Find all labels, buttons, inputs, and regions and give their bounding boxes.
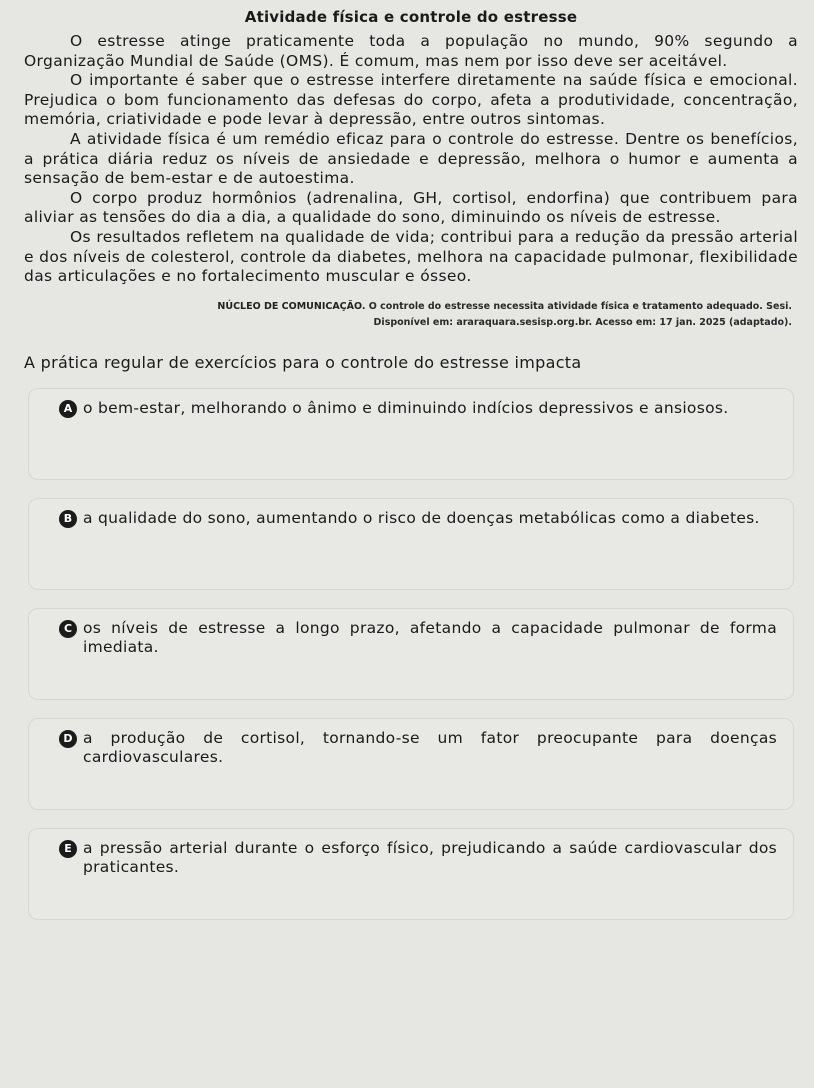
option-c-text: os níveis de estresse a longo prazo, afetando a capacidade pulmonar de forma imediata.: [83, 618, 777, 656]
source-org: NÚCLEO DE COMUNICAÇÃO.: [217, 300, 366, 312]
source-line-1-rest: O controle do estresse necessita atividade física e tratamento adequado. Sesi.: [368, 300, 792, 312]
paragraph-4: O corpo produz hormônios (adrenalina, GH, cortisol, endorfina) que contribuem para aliviar as tensões do dia a dia, a qualidade do sono, diminuindo os níveis de estresse.: [24, 188, 798, 227]
source-line-2: Disponível em: araraquara.sesisp.org.br. Acesso em: 17 jan. 2025 (adaptado).: [373, 316, 792, 328]
option-b-content: [59, 509, 777, 528]
paragraph-5: Os resultados refletem na qualidade de vida; contribui para a redução da pressão arterial e dos níveis de colesterol, controle da diabetes, melhora na capacidade pulmonar, flexibilidade das articulações e no fortalecimento muscular e ósseo.: [24, 227, 798, 286]
source-line-1: [24, 299, 792, 315]
question-stem: A prática regular de exercícios para o controle do estresse impacta: [24, 352, 582, 372]
option-e-content: [59, 839, 777, 877]
option-b-text: a qualidade do sono, aumentando o risco de doenças metabólicas como a diabetes.: [83, 508, 760, 527]
answer-options: [24, 388, 798, 920]
option-a-text: o bem-estar, melhorando o ânimo e diminuindo indícios depressivos e ansiosos.: [83, 398, 729, 417]
option-a[interactable]: [28, 388, 794, 480]
option-e-letter-badge: E: [59, 840, 77, 858]
option-d-letter-badge: D: [59, 730, 77, 748]
option-c[interactable]: [28, 608, 794, 700]
source-citation: [24, 299, 798, 331]
paragraph-2: O importante é saber que o estresse interfere diretamente na saúde física e emocional. Prejudica o bom funcionamento das defesas do corpo, afeta a produtividade, concentração, memória, criatividade e pode levar à depressão, entre outros sintomas.: [24, 71, 798, 129]
option-a-content: [59, 399, 777, 418]
paragraph-3: A atividade física é um remédio eficaz para o controle do estresse. Dentre os benefícios, a prática diária reduz os níveis de ansiedade e depressão, melhora o humor e aumenta a sensação de bem-estar e de autoestima.: [24, 129, 798, 188]
option-a-letter-badge: A: [59, 400, 77, 418]
option-e[interactable]: [28, 828, 794, 920]
text-title: Atividade física e controle do estresse: [244, 8, 578, 26]
option-b-letter-badge: B: [59, 510, 77, 528]
option-c-content: [59, 619, 777, 657]
paragraph-1: O estresse atinge praticamente toda a população no mundo, 90% segundo a Organização Mundial de Saúde (OMS). É comum, mas nem por isso deve ser aceitável.: [24, 32, 798, 70]
option-b[interactable]: [28, 498, 794, 590]
option-e-text: a pressão arterial durante o esforço físico, prejudicando a saúde cardiovascular dos praticantes.: [83, 838, 777, 876]
option-d[interactable]: [28, 718, 794, 810]
reading-text: [24, 32, 798, 287]
option-c-letter-badge: C: [59, 620, 77, 638]
option-d-content: [59, 729, 777, 767]
option-d-text: a produção de cortisol, tornando-se um fator preocupante para doenças cardiovasculares.: [83, 728, 777, 766]
